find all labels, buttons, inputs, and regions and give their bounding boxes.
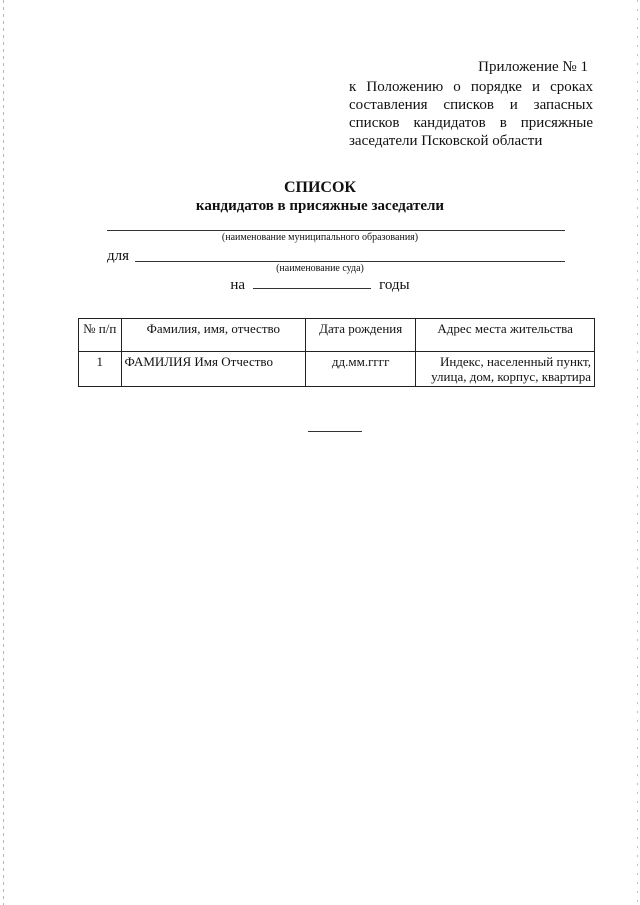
municipality-blank-line [107, 230, 565, 231]
header-birth-date: Дата рождения [306, 319, 416, 352]
document-subtitle: кандидатов в присяжные заседатели [195, 198, 445, 214]
table-row [79, 352, 595, 387]
cell-num: 1 [79, 352, 122, 387]
document-title: СПИСОК [283, 179, 357, 196]
for-label: для [107, 248, 130, 264]
cell-birth-date: дд.мм.гггг [306, 352, 416, 387]
cell-name: ФАМИЛИЯ Имя Отчество [121, 352, 306, 387]
years-prefix: на [230, 277, 246, 293]
header-address: Адрес места жительства [416, 319, 595, 352]
years-blank-line [253, 276, 371, 289]
end-rule [308, 431, 362, 432]
appendix-text: к Положению о порядке и сроках составления списков и запасных списков кандидатов в присяжные заседатели Псковской области [349, 79, 593, 149]
court-caption: (наименование суда) [276, 263, 364, 274]
appendix-block [349, 58, 593, 150]
table-header-row [79, 319, 595, 352]
cell-address: Индекс, населенный пункт, улица, дом, корпус, квартира [416, 352, 595, 387]
years-suffix: годы [379, 277, 410, 293]
header-name: Фамилия, имя, отчество [121, 319, 306, 352]
court-blank-line [135, 261, 565, 262]
scan-edge-left [3, 0, 4, 905]
municipality-caption: (наименование муниципального образования) [221, 232, 419, 243]
candidates-table [78, 318, 595, 387]
header-num: № п/п [79, 319, 122, 352]
scan-edge-right [637, 0, 638, 905]
appendix-title: Приложение № 1 [478, 59, 588, 75]
years-row [0, 276, 640, 294]
